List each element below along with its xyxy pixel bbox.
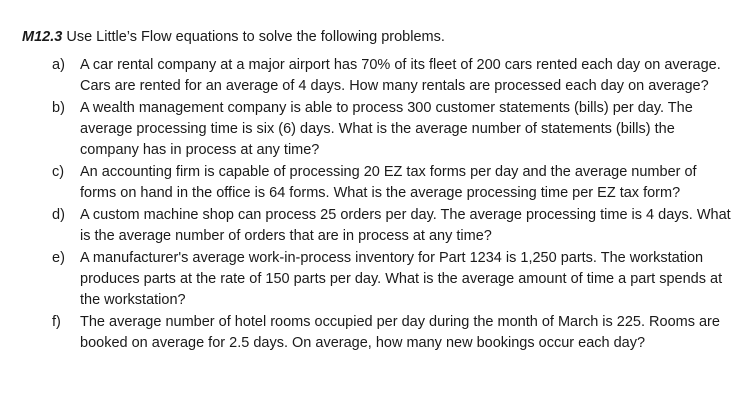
problem-marker: c) bbox=[52, 164, 65, 180]
problem-marker: b) bbox=[52, 100, 65, 116]
problem-text: The average number of hotel rooms occupied per day during the month of March is 225. Rooms are booked on average for 2.5 days. On average, how many new bookings occur each day? bbox=[80, 314, 720, 351]
problem-text: A wealth management company is able to process 300 customer statements (bills) per day. The average processing time is six (6) days. What is the average number of statements (bills) the company has in process at any time? bbox=[80, 100, 693, 158]
problem-f bbox=[22, 312, 742, 354]
problem-marker: a) bbox=[52, 57, 65, 73]
problem-text: A car rental company at a major airport has 70% of its fleet of 200 cars rented each day on average. Cars are rented for an average of 4 days. How many rentals are processed each day on average? bbox=[80, 57, 721, 94]
problem-marker: f) bbox=[52, 314, 61, 330]
problem-c bbox=[22, 162, 742, 204]
problem-d bbox=[22, 205, 742, 247]
problem-text: A manufacturer's average work-in-process inventory for Part 1234 is 1,250 parts. The workstation produces parts at the rate of 150 parts per day. What is the average amount of time a part spends at the workstation? bbox=[80, 250, 723, 308]
problem-list bbox=[22, 55, 742, 354]
problem-e bbox=[22, 248, 742, 311]
problem-marker: e) bbox=[52, 250, 65, 266]
problem-set-heading bbox=[22, 27, 742, 48]
problem-set-code: M12.3 bbox=[22, 29, 63, 45]
problem-text: A custom machine shop can process 25 orders per day. The average processing time is 4 days. What is the average number of orders that are in process at any time? bbox=[80, 207, 731, 244]
problem-marker: d) bbox=[52, 207, 65, 223]
problem-set-instruction: Use Little’s Flow equations to solve the following problems. bbox=[62, 29, 445, 45]
problem-b bbox=[22, 98, 742, 161]
problem-a bbox=[22, 55, 742, 97]
document-body bbox=[22, 27, 742, 355]
problem-text: An accounting firm is capable of processing 20 EZ tax forms per day and the average number of forms on hand in the office is 64 forms. What is the average processing time per EZ tax form? bbox=[80, 164, 697, 201]
